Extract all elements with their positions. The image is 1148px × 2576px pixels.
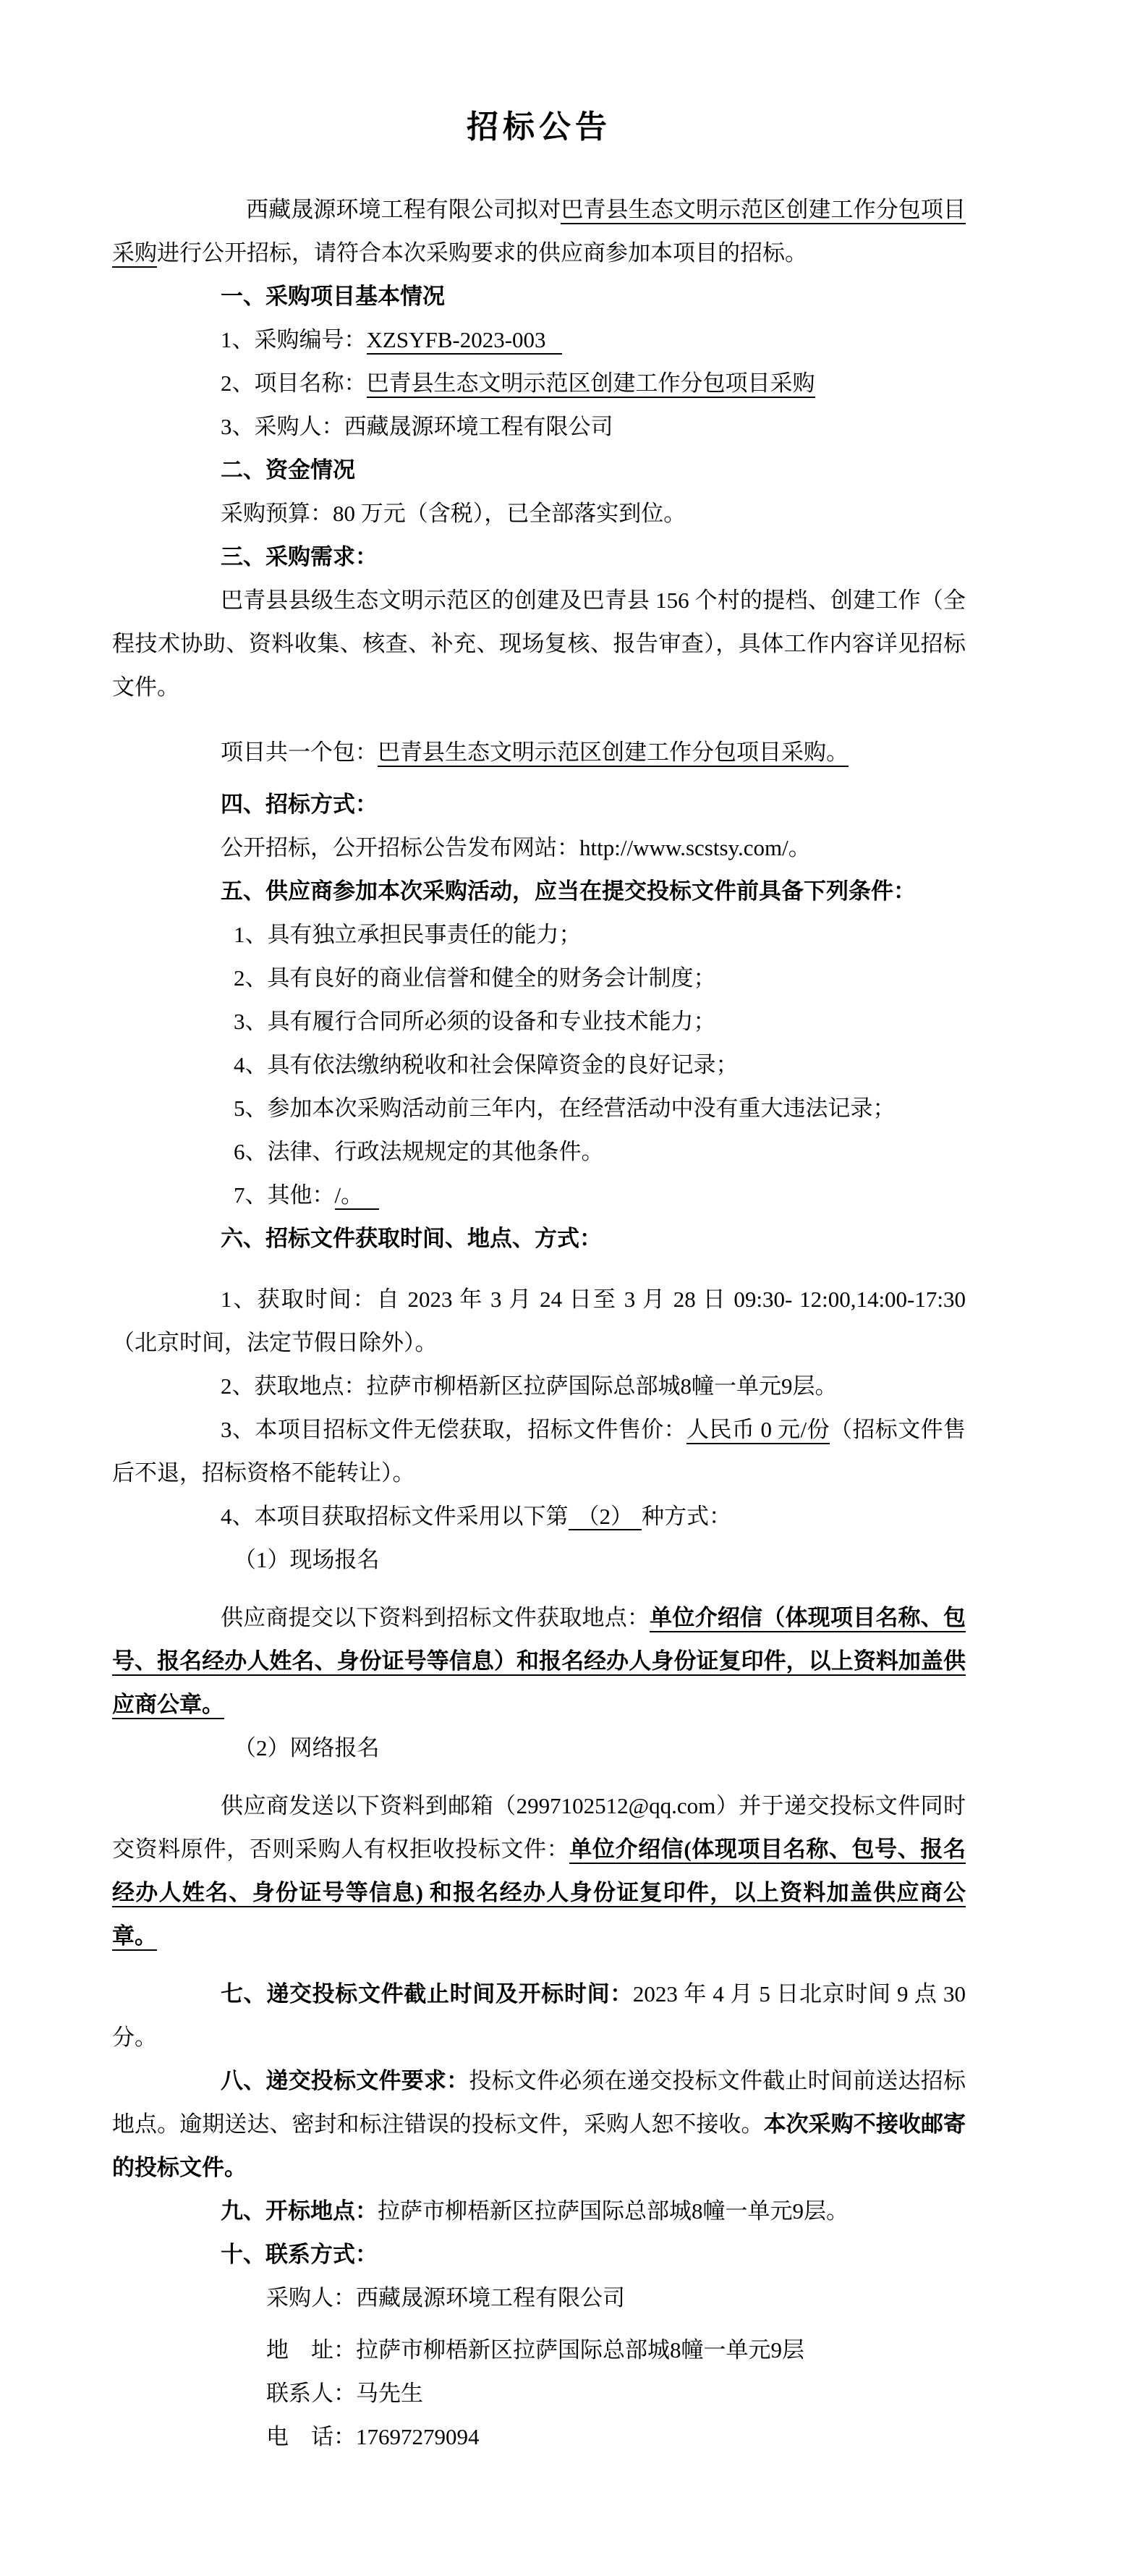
- deadline-paragraph: [112, 1973, 966, 2059]
- document-fee-post: （招标文件售后不退，招标资格不能转让）。: [112, 1417, 966, 1486]
- section-2-heading: 二、资金情况: [221, 457, 355, 483]
- supplier-condition-other: [112, 1174, 966, 1217]
- onsite-registration-paragraph: [112, 1596, 966, 1726]
- submission-no-mail-emphasis: 本次采购不接收邮寄的投标文件。: [112, 2111, 966, 2180]
- obtain-mode-line: [112, 1495, 966, 1538]
- contact-phone-line: 电 话：17697279094: [266, 2424, 480, 2449]
- doc-title: 招标公告: [467, 109, 611, 145]
- submission-requirement-paragraph: [112, 2059, 966, 2190]
- document-fee-line: [112, 1408, 966, 1495]
- document-body: [112, 0, 966, 2459]
- supplier-condition-1: 1、具有独立承担民事责任的能力；: [234, 922, 582, 947]
- deadline-value: 2023 年 4 月 5 日北京时间 9 点 30 分。: [112, 1981, 966, 2050]
- intro-project-name-underline: 巴青县生态文明示范区创建工作分包项目采购: [112, 197, 966, 268]
- contact-person-line: 联系人：马先生: [266, 2381, 423, 2406]
- onsite-registration-title: （1）现场报名: [234, 1547, 380, 1572]
- section-10-heading: 十、联系方式：: [221, 2242, 378, 2267]
- section-4-heading: 四、招标方式：: [221, 792, 378, 817]
- purchaser-line: 3、采购人：西藏晟源环境工程有限公司: [221, 414, 613, 439]
- package-line: [112, 731, 966, 774]
- onsite-registration-requirement: 单位介绍信（体现项目名称、包号、报名经办人姓名、身份证号等信息）和报名经办人身份证复印件，以上资料加盖供应商公章。: [112, 1605, 966, 1719]
- online-registration-title: （2）网络报名: [234, 1735, 380, 1761]
- bid-opening-place-value: 拉萨市柳梧新区拉萨国际总部城8幢一单元9层。: [378, 2198, 849, 2224]
- deadline-label: 七、递交投标文件截止时间及开标时间：: [221, 1981, 633, 2007]
- submission-requirement-body: 投标文件必须在递交投标文件截止时间前送达招标地点。逾期送达、密封和标注错误的投标文件，采购人恕不接收。: [112, 2068, 966, 2137]
- document-fee-pre: 3、本项目招标文件无偿获取，招标文件售价：: [221, 1417, 687, 1442]
- online-registration-paragraph: [112, 1784, 966, 1958]
- submission-requirement-label: 八、递交投标文件要求：: [221, 2068, 469, 2093]
- supplier-condition-other-label: 7、其他：: [234, 1182, 335, 1208]
- requirement-paragraph: 巴青县县级生态文明示范区的创建及巴青县 156 个村的提档、创建工作（全程技术协助、资料收集、核查、补充、现场复核、报告审查），具体工作内容详见招标文件。: [112, 588, 966, 700]
- budget-line: 采购预算：80 万元（含税），已全部落实到位。: [221, 501, 686, 526]
- project-name-label: 2、项目名称：: [221, 370, 367, 396]
- bid-opening-place-line: [112, 2190, 966, 2233]
- contact-buyer-line: 采购人：西藏晟源环境工程有限公司: [266, 2285, 625, 2310]
- procurement-number-value: XZSYFB-2023-003: [367, 327, 562, 355]
- supplier-condition-5: 5、参加本次采购活动前三年内，在经营活动中没有重大违法记录；: [234, 1096, 896, 1121]
- procurement-number-line: [112, 318, 966, 362]
- contact-address-line: 地 址：拉萨市柳梧新区拉萨国际总部城8幢一单元9层: [266, 2337, 804, 2363]
- intro-text-pre: 西藏晟源环境工程有限公司拟对: [246, 197, 561, 222]
- onsite-registration-pre: 供应商提交以下资料到招标文件获取地点：: [221, 1605, 650, 1630]
- bidding-method-line: 公开招标，公开招标公告发布网站：http://www.scstsy.com/。: [221, 835, 811, 860]
- obtain-mode-pre: 4、本项目获取招标文件采用以下第: [221, 1504, 569, 1529]
- package-label: 项目共一个包：: [221, 740, 378, 765]
- procurement-number-label: 1、采购编号：: [221, 327, 367, 352]
- supplier-condition-4: 4、具有依法缴纳税收和社会保障资金的良好记录；: [234, 1052, 739, 1077]
- bid-opening-place-label: 九、开标地点：: [221, 2198, 378, 2224]
- online-registration-pre: 供应商发送以下资料到邮箱（2997102512@qq.com）并于递交投标文件同时交资料原件，否则采购人有权拒收投标文件：: [112, 1793, 966, 1862]
- project-name-value: 巴青县生态文明示范区创建工作分包项目采购: [367, 370, 815, 398]
- section-5-heading: 五、供应商参加本次采购活动，应当在提交投标文件前具备下列条件：: [221, 878, 916, 904]
- project-name-line: [112, 362, 966, 405]
- online-registration-requirement: 单位介绍信(体现项目名称、包号、报名经办人姓名、身份证号等信息) 和报名经办人身份证复印件，以上资料加盖供应商公章。: [112, 1836, 966, 1951]
- intro-text-post: 进行公开招标，请符合本次采购要求的供应商参加本项目的招标。: [157, 240, 807, 266]
- supplier-condition-3: 3、具有履行合同所必须的设备和专业技术能力；: [234, 1009, 716, 1034]
- section-3-heading: 三、采购需求：: [221, 544, 378, 569]
- supplier-condition-2: 2、具有良好的商业信誉和健全的财务会计制度；: [234, 965, 716, 991]
- obtain-time-line: 1、获取时间：自 2023 年 3 月 24 日至 3 月 28 日 09:30- 12:00,14:00-17:30（北京时间，法定节假日除外）。: [112, 1287, 966, 1355]
- package-value: 巴青县生态文明示范区创建工作分包项目采购。: [378, 740, 849, 767]
- supplier-condition-other-value: /。: [335, 1182, 380, 1210]
- supplier-condition-6: 6、法律、行政法规规定的其他条件。: [234, 1139, 604, 1164]
- document-fee-value: 人民币 0 元/份: [686, 1417, 830, 1444]
- intro-paragraph: [112, 188, 966, 275]
- section-6-heading: 六、招标文件获取时间、地点、方式：: [221, 1226, 602, 1251]
- obtain-place-line: 2、获取地点：拉萨市柳梧新区拉萨国际总部城8幢一单元9层。: [221, 1373, 838, 1399]
- obtain-mode-post: 种方式：: [642, 1504, 731, 1529]
- obtain-mode-value: （2）: [569, 1504, 642, 1530]
- section-1-heading: 一、采购项目基本情况: [221, 284, 445, 309]
